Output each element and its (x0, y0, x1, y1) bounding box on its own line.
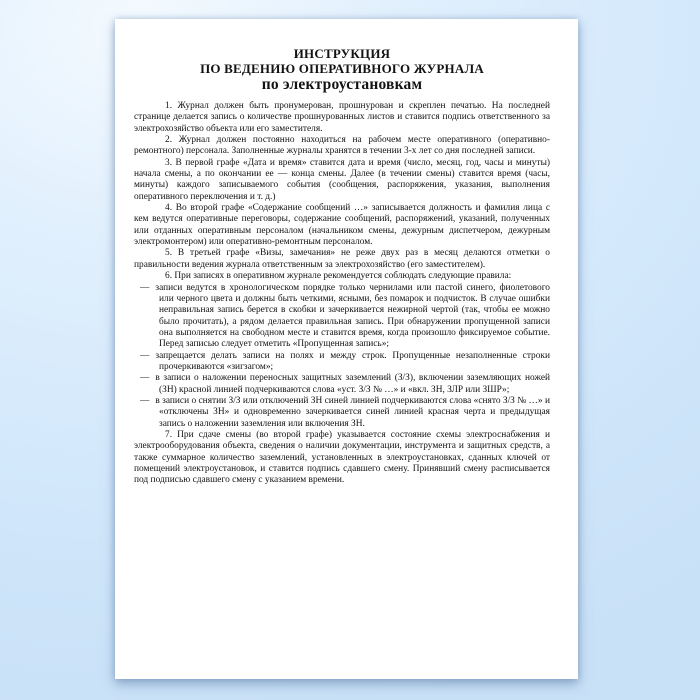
paragraph: 6. При записях в оперативном журнале рекомендуется соблюдать следующие правила: (165, 271, 512, 282)
dash-marker: — (140, 282, 150, 293)
dash-marker: — (140, 395, 150, 406)
list-item: — записи ведутся в хронологическом порядке только чернилами или пастой синего, фиолетового или черного цвета и должны быть четкими, ясными, без помарок и подчисток. В случае ошибки неправильная запись берется в скобки и зачеркивается нежирной чертой (так, чтобы ее можно было прочитать), а рядом делается правильная запись. При обнаружении пропущенной записи она выполняется на свободном месте и ставится время, когда произошло фиксируемое событие. Перед записью следует отметить «Пропущенная запись»; (140, 282, 550, 350)
title-line-1: ИНСТРУКЦИЯ (293, 46, 391, 61)
document-title (134, 46, 550, 94)
dash-marker: — (140, 373, 150, 384)
dash-marker: — (140, 350, 150, 361)
paragraph: 2. Журнал должен постоянно находиться на рабочем месте оперативного (оперативно-ремонтного) персонала. Заполненные журналы хранятся в течении 3-х лет со дня последней записи. (134, 135, 550, 157)
paragraph: 1. Журнал должен быть пронумерован, прошнурован и скреплен печатью. На последней странице делается запись о количестве прошнурованных листов и ставится подпись ответственного за электрохозяйство объекта или его заместителя. (134, 101, 550, 134)
paragraph: 4. Во второй графе «Содержание сообщений …» записывается должность и фамилия лица с кем ведутся оперативные переговоры, содержание сообщений, распоряжений, указаний, полученных или отданных оперативным персоналом (начальником смены, дежурным диспетчером, дежурным электромонтером) или оперативно-ремонтным персоналом. (134, 203, 550, 248)
document-body (134, 101, 550, 487)
paragraph: 7. При сдаче смены (во второй графе) указывается состояние схемы электроснабжения и электрооборудования объекта, сведения о наличии документации, инструмента и защитных средств, а также суммарное количество заземлений, установленных в электроустановках, сданных ключей от помещений электроустановок, и ставится подпись сдавшего смену. Принявший смену расписывается под подписью сдавшего смену с указанием времени. (134, 429, 550, 486)
document-page (115, 19, 578, 679)
list-item: — в записи о снятии З/З или отключений ЗН синей линией подчеркиваются слова «снято З/З № …» и «отключены ЗН» и одновременно зачеркивается синей линией красная черта и предыдущая запись о наложении заземления или включения ЗН. (140, 395, 550, 429)
list-item: — в записи о наложении переносных защитных заземлений (З/З), включении заземляющих ножей (ЗН) красной линией подчеркиваются слова «уст. З/З № …» и «вкл. ЗН, ЗЛР или ЗШР»; (140, 373, 550, 395)
title-line-2: ПО ВЕДЕНИЮ ОПЕРАТИВНОГО ЖУРНАЛА (200, 61, 484, 76)
list-item: — запрещается делать записи на полях и между строк. Пропущенные незаполненные строки прочеркиваются «зигзагом»; (140, 350, 550, 372)
title-line-3: по электроустановкам (261, 76, 423, 93)
paragraph: 5. В третьей графе «Визы, замечания» не реже двух раз в месяц делаются отметки о правильности ведения журнала ответственным за электрохозяйство (его заместителем). (134, 248, 550, 270)
paragraph: 3. В первой графе «Дата и время» ставится дата и время (число, месяц, год, часы и минуты) начала смены, а по окончании ее — конца смены. Далее (в течении смены) ставится время (часы, минуты) каждого записываемого события (сообщения, распоряжения, указания, выполнения оперативного переключения и т. д.) (134, 157, 550, 202)
